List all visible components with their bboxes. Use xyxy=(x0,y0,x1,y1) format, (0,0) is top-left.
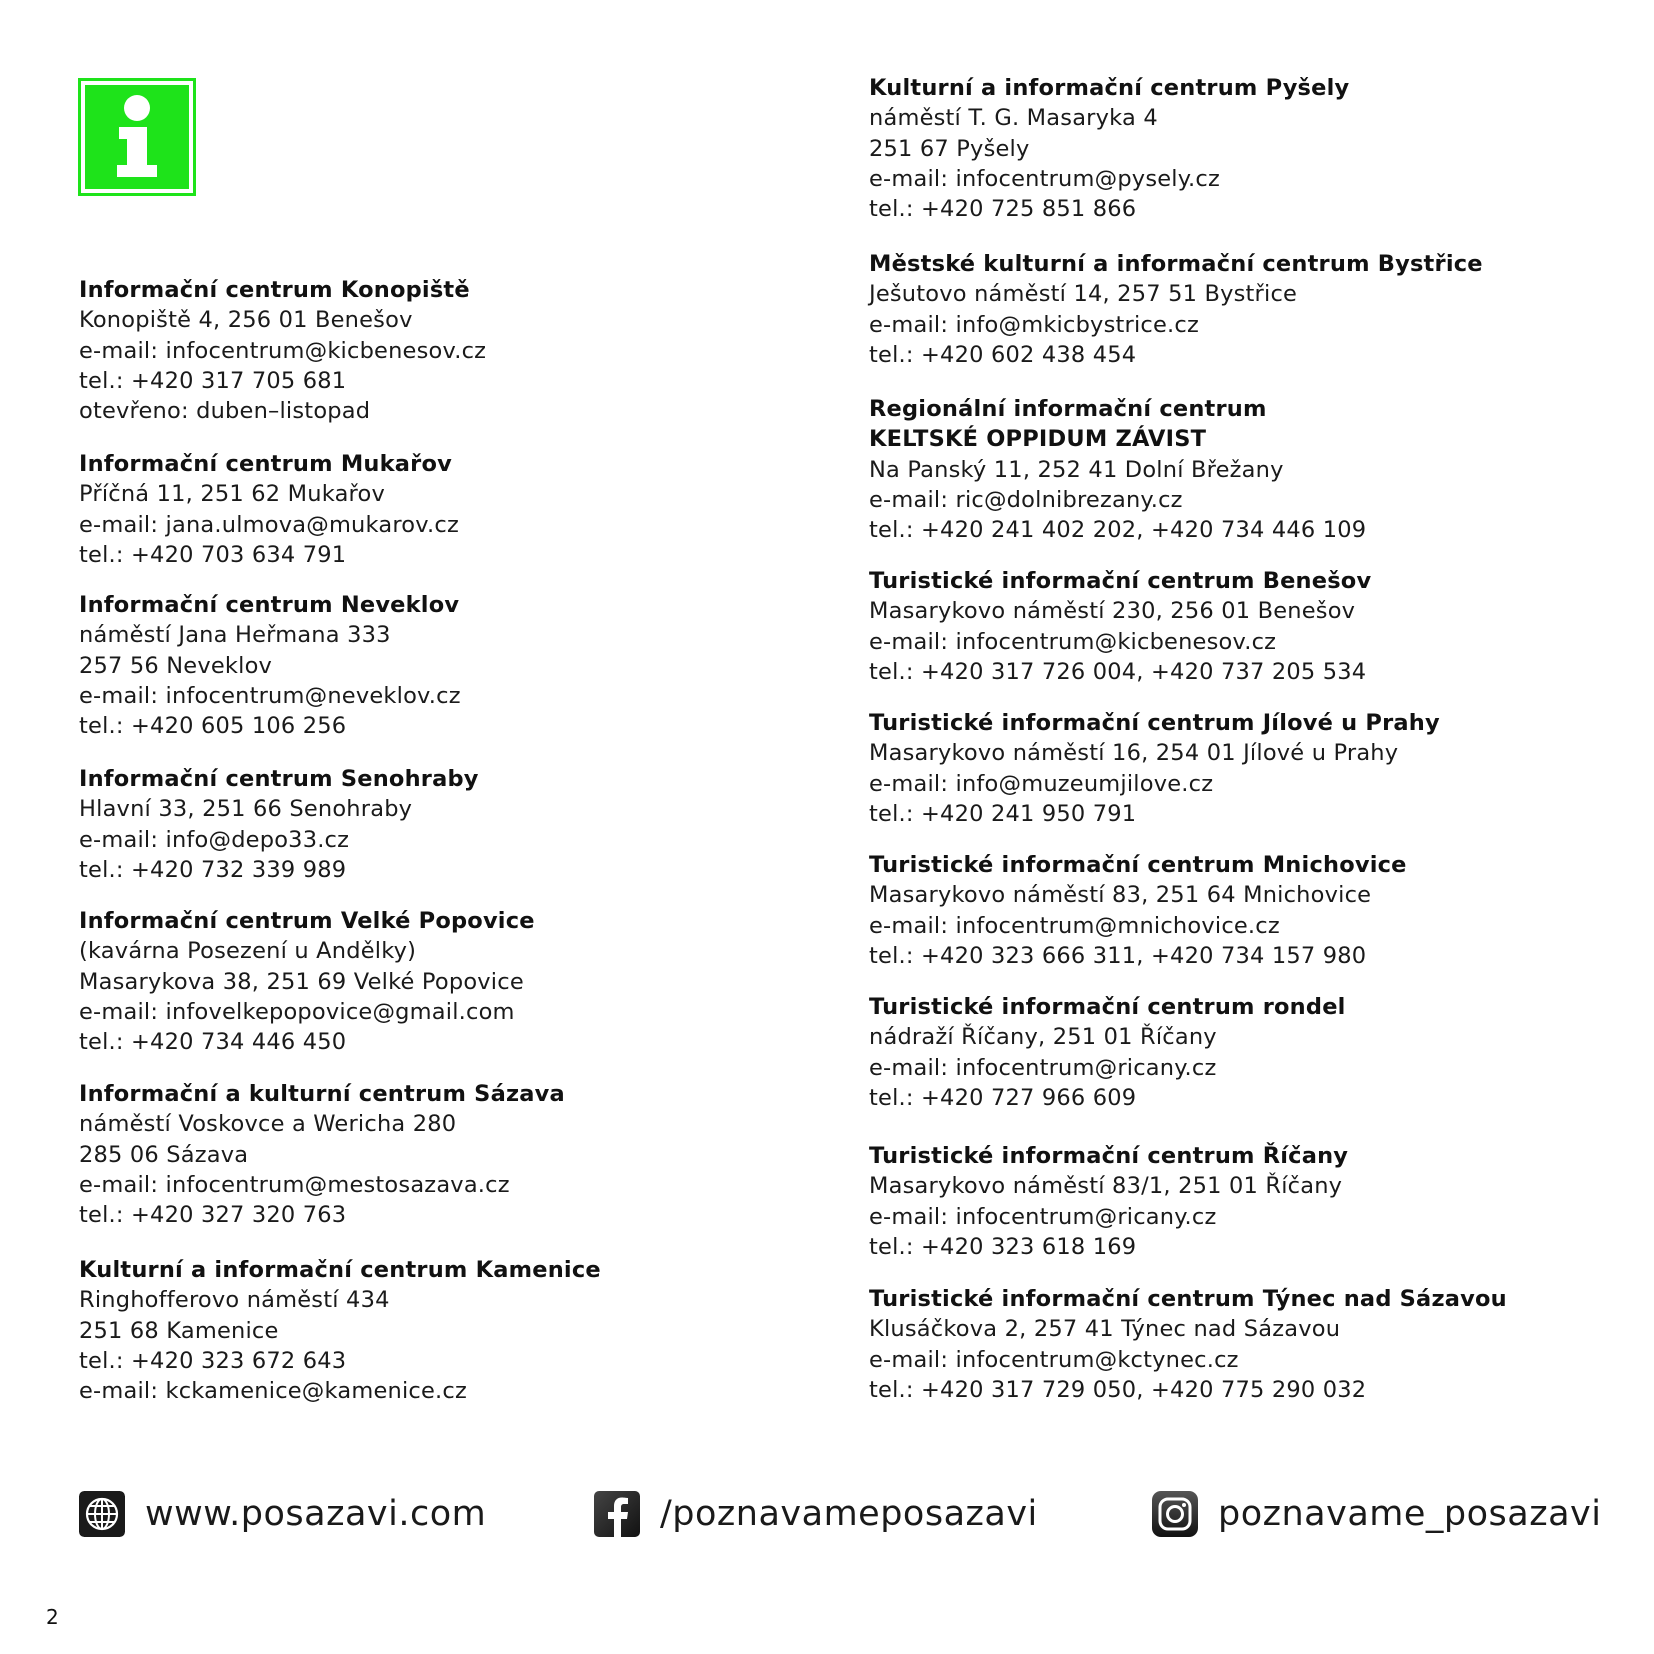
entry-title: Kulturní a informační centrum Pyšely xyxy=(869,75,1350,101)
entry-email: e-mail: infocentrum@mestosazava.cz xyxy=(79,1171,510,1198)
facebook-label: /poznavameposazavi xyxy=(660,1494,1038,1534)
entry-phone: tel.: +420 323 672 643 xyxy=(79,1347,347,1374)
website-label: www.posazavi.com xyxy=(145,1494,487,1534)
entry-title: Turistické informační centrum Mnichovice xyxy=(869,852,1407,878)
entry-title: Turistické informační centrum Říčany xyxy=(869,1143,1349,1169)
info-centre-entry xyxy=(79,449,779,570)
facebook-icon xyxy=(594,1491,640,1537)
entry-address: Ringhofferovo náměstí 434 xyxy=(79,1287,390,1314)
info-centre-entry xyxy=(869,249,1629,370)
entry-email: e-mail: info@mkicbystrice.cz xyxy=(869,311,1199,338)
entry-opening: otevřeno: duben–listopad xyxy=(79,398,371,425)
entry-address: 257 56 Neveklov xyxy=(79,652,273,679)
entry-phone: tel.: +420 317 729 050, +420 775 290 032 xyxy=(869,1376,1367,1403)
info-centre-entry xyxy=(79,590,779,741)
info-centre-entry xyxy=(79,906,779,1057)
entry-email: e-mail: infocentrum@kicbenesov.cz xyxy=(869,628,1277,655)
entry-phone: tel.: +420 703 634 791 xyxy=(79,541,347,568)
entry-phone: tel.: +420 323 618 169 xyxy=(869,1233,1137,1260)
entry-email: e-mail: infocentrum@mnichovice.cz xyxy=(869,912,1280,939)
entry-address: náměstí Jana Heřmana 333 xyxy=(79,622,391,649)
entry-address: Masarykovo náměstí 16, 254 01 Jílové u Prahy xyxy=(869,740,1399,767)
entry-title: Kulturní a informační centrum Kamenice xyxy=(79,1257,601,1283)
entry-address: 251 68 Kamenice xyxy=(79,1317,279,1344)
entry-address: Na Panský 11, 252 41 Dolní Břežany xyxy=(869,456,1284,483)
page-number: 2 xyxy=(46,1605,59,1629)
entry-title: Informační centrum Konopiště xyxy=(79,277,470,303)
entry-address: Ješutovo náměstí 14, 257 51 Bystřice xyxy=(869,281,1298,308)
info-centre-entry xyxy=(869,73,1629,224)
info-centre-entry xyxy=(79,275,779,426)
entry-address: Příčná 11, 251 62 Mukařov xyxy=(79,481,385,508)
entry-address: náměstí T. G. Masaryka 4 xyxy=(869,105,1158,132)
entry-email: e-mail: infovelkepopovice@gmail.com xyxy=(79,998,515,1025)
info-centre-entry xyxy=(869,708,1629,829)
entry-email: e-mail: infocentrum@ricany.cz xyxy=(869,1203,1217,1230)
entry-address: Klusáčkova 2, 257 41 Týnec nad Sázavou xyxy=(869,1316,1341,1343)
info-centre-entry xyxy=(79,1079,779,1230)
entry-address: 285 06 Sázava xyxy=(79,1141,249,1168)
info-centre-entry xyxy=(79,764,779,885)
entry-phone: tel.: +420 605 106 256 xyxy=(79,713,347,740)
info-centre-entry xyxy=(869,566,1629,687)
info-centre-entry xyxy=(79,1255,779,1406)
info-centre-entry xyxy=(869,992,1629,1113)
info-centre-entry xyxy=(869,1284,1629,1405)
facebook-link[interactable] xyxy=(594,1490,1038,1538)
instagram-link[interactable] xyxy=(1152,1490,1602,1538)
entry-title: Turistické informační centrum Týnec nad Sázavou xyxy=(869,1286,1507,1312)
entry-phone: tel.: +420 317 705 681 xyxy=(79,367,347,394)
entry-email: e-mail: infocentrum@ricany.cz xyxy=(869,1054,1217,1081)
entry-address: Konopiště 4, 256 01 Benešov xyxy=(79,307,413,334)
entry-address: Masarykovo náměstí 83/1, 251 01 Říčany xyxy=(869,1173,1343,1200)
entry-title: Městské kulturní a informační centrum Bystřice xyxy=(869,251,1483,277)
entry-phone: tel.: +420 327 320 763 xyxy=(79,1202,347,1229)
entry-email: e-mail: kckamenice@kamenice.cz xyxy=(79,1378,467,1405)
entry-phone: tel.: +420 725 851 866 xyxy=(869,196,1137,223)
entry-phone: tel.: +420 241 950 791 xyxy=(869,800,1137,827)
entry-email: e-mail: infocentrum@pysely.cz xyxy=(869,165,1220,192)
info-logo xyxy=(78,78,196,196)
globe-icon xyxy=(79,1491,125,1537)
entry-address: Hlavní 33, 251 66 Senohraby xyxy=(79,796,413,823)
entry-phone: tel.: +420 602 438 454 xyxy=(869,341,1137,368)
entry-phone: tel.: +420 732 339 989 xyxy=(79,856,347,883)
instagram-label: poznavame_posazavi xyxy=(1218,1494,1602,1534)
website-link[interactable] xyxy=(79,1490,486,1538)
entry-phone: tel.: +420 727 966 609 xyxy=(869,1084,1137,1111)
entry-title: Turistické informační centrum Benešov xyxy=(869,568,1372,594)
entry-title: Informační a kulturní centrum Sázava xyxy=(79,1081,565,1107)
entry-address: náměstí Voskovce a Wericha 280 xyxy=(79,1111,457,1138)
entry-address: Masarykovo náměstí 230, 256 01 Benešov xyxy=(869,598,1356,625)
entry-email: e-mail: jana.ulmova@mukarov.cz xyxy=(79,511,459,538)
entry-email: e-mail: info@depo33.cz xyxy=(79,826,350,853)
instagram-icon xyxy=(1152,1491,1198,1537)
entry-email: e-mail: ric@dolnibrezany.cz xyxy=(869,486,1183,513)
entry-phone: tel.: +420 241 402 202, +420 734 446 109 xyxy=(869,517,1367,544)
entry-address: nádraží Říčany, 251 01 Říčany xyxy=(869,1024,1217,1051)
entry-email: e-mail: infocentrum@kctynec.cz xyxy=(869,1346,1239,1373)
entry-title-subtitle: KELTSKÉ OPPIDUM ZÁVIST xyxy=(869,426,1207,453)
entry-email: e-mail: infocentrum@kicbenesov.cz xyxy=(79,337,487,364)
entry-address: Masarykova 38, 251 69 Velké Popovice xyxy=(79,968,524,995)
entry-title: Informační centrum Mukařov xyxy=(79,451,453,477)
entry-title: Turistické informační centrum Jílové u Prahy xyxy=(869,710,1440,736)
info-centre-entry xyxy=(869,1141,1629,1262)
info-i-icon xyxy=(85,85,189,189)
entry-title: Regionální informační centrum xyxy=(869,396,1267,422)
entry-phone: tel.: +420 317 726 004, +420 737 205 534 xyxy=(869,658,1367,685)
entry-note: (kavárna Posezení u Andělky) xyxy=(79,938,417,965)
info-centre-entry xyxy=(869,850,1629,971)
entry-phone: tel.: +420 323 666 311, +420 734 157 980 xyxy=(869,942,1367,969)
entry-title: Informační centrum Senohraby xyxy=(79,766,479,792)
entry-email: e-mail: info@muzeumjilove.cz xyxy=(869,770,1214,797)
entry-address: Masarykovo náměstí 83, 251 64 Mnichovice xyxy=(869,882,1372,909)
entry-title: Turistické informační centrum rondel xyxy=(869,994,1346,1020)
entry-phone: tel.: +420 734 446 450 xyxy=(79,1029,347,1056)
entry-title: Informační centrum Neveklov xyxy=(79,592,460,618)
info-centre-entry xyxy=(869,394,1629,545)
entry-address: 251 67 Pyšely xyxy=(869,135,1030,162)
entry-email: e-mail: infocentrum@neveklov.cz xyxy=(79,682,461,709)
entry-title: Informační centrum Velké Popovice xyxy=(79,908,535,934)
